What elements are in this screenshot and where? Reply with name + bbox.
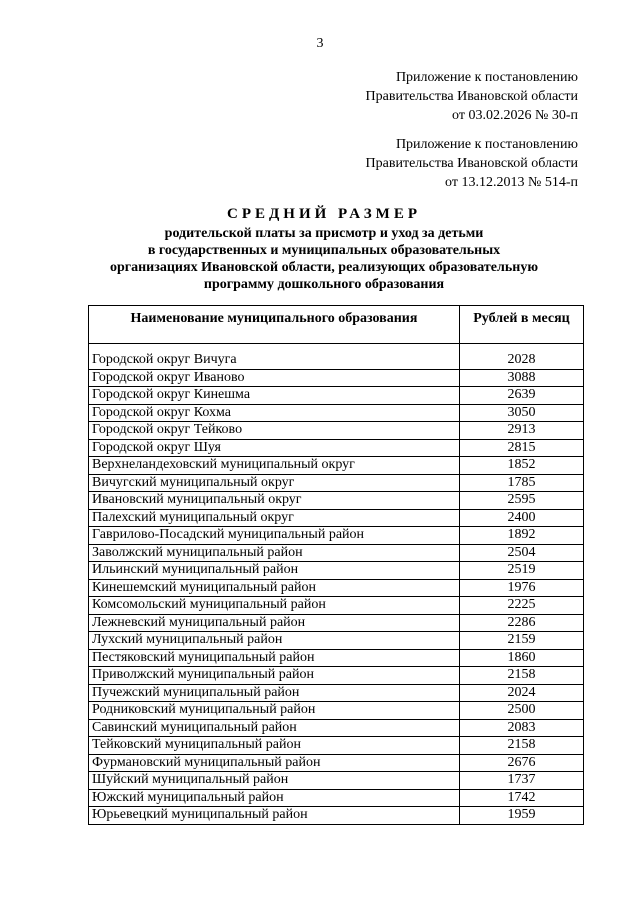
rubles-per-month-value: 2028 [460,352,584,369]
municipality-name: Родниковский муниципальный район [89,702,460,720]
approval-note-original [366,135,578,192]
table-row [89,387,584,405]
table-row [89,404,584,422]
municipality-name: Городской округ Кинешма [89,387,460,405]
table-row [89,579,584,597]
table-row [89,807,584,825]
table-body [89,344,584,825]
municipality-name: Лежневский муниципальный район [89,614,460,632]
table-row [89,422,584,440]
table-row [89,737,584,755]
table-row [89,439,584,457]
table-row [89,632,584,650]
municipality-name: Пестяковский муниципальный район [89,649,460,667]
table-row [89,702,584,720]
document-title [60,204,588,293]
rubles-per-month-value: 1742 [460,789,584,807]
table-row [89,492,584,510]
municipality-name: Шуйский муниципальный район [89,772,460,790]
table-row [89,562,584,580]
table-header-row [89,306,584,344]
title-main: СРЕДНИЙ РАЗМЕР [226,206,422,222]
rubles-per-month-value: 1976 [460,579,584,597]
table-row [89,527,584,545]
municipality-name: Ивановский муниципальный округ [89,492,460,510]
rubles-per-month-value: 1852 [460,457,584,475]
table-row [89,789,584,807]
rubles-per-month-value: 2639 [460,387,584,405]
page-number: 3 [316,36,324,51]
subtitle-line: организациях Ивановской области, реализующих образовательную [109,260,539,275]
table-row [89,614,584,632]
rubles-per-month-value: 2500 [460,702,584,720]
municipality-name: Савинский муниципальный район [89,719,460,737]
municipality-name: Гаврилово-Посадский муниципальный район [89,527,460,545]
table-row [89,597,584,615]
approval-line: Приложение к постановлению [395,70,578,85]
municipality-name: Городской округ Тейково [89,422,460,440]
rubles-per-month-value: 2504 [460,544,584,562]
municipality-name: Ильинский муниципальный район [89,562,460,580]
subtitle-line: родительской платы за присмотр и уход за детьми [164,226,484,241]
table-row [89,352,584,369]
approval-line: от 03.02.2026 № 30-п [452,108,578,123]
title-subtitle [60,225,588,293]
rates-table [88,305,584,825]
table-row [89,369,584,387]
table-row [89,509,584,527]
table-row [89,719,584,737]
municipality-name: Палехский муниципальный округ [89,509,460,527]
table-row [89,474,584,492]
municipality-name: Заволжский муниципальный район [89,544,460,562]
rubles-per-month-value: 2225 [460,597,584,615]
table-row [89,684,584,702]
approval-line: Правительства Ивановской области [365,156,578,171]
municipality-name: Городской округ Иваново [89,369,460,387]
table-row [89,772,584,790]
header-municipality: Наименование муниципального образования [89,306,460,344]
rubles-per-month-value: 1892 [460,527,584,545]
municipality-name: Лухский муниципальный район [89,632,460,650]
rubles-per-month-value: 2815 [460,439,584,457]
table-row [89,649,584,667]
rubles-per-month-value: 1737 [460,772,584,790]
rubles-per-month-value: 2158 [460,667,584,685]
municipality-name: Городской округ Кохма [89,404,460,422]
rubles-per-month-value: 2676 [460,754,584,772]
table-row [89,544,584,562]
rubles-per-month-value: 2400 [460,509,584,527]
rubles-per-month-value: 1785 [460,474,584,492]
rubles-per-month-value: 1860 [460,649,584,667]
subtitle-line: программу дошкольного образования [203,277,445,292]
rubles-per-month-value: 2595 [460,492,584,510]
table-row [89,457,584,475]
rubles-per-month-value: 2159 [460,632,584,650]
rubles-per-month-value: 2286 [460,614,584,632]
subtitle-line: в государственных и муниципальных образовательных [147,243,501,258]
header-rubles-per-month: Рублей в месяц [460,306,584,344]
municipality-name: Фурмановский муниципальный район [89,754,460,772]
table-row [89,754,584,772]
rubles-per-month-value: 2519 [460,562,584,580]
municipality-name: Комсомольский муниципальный район [89,597,460,615]
rubles-per-month-value: 3050 [460,404,584,422]
municipality-name: Пучежский муниципальный район [89,684,460,702]
municipality-name: Южский муниципальный район [89,789,460,807]
approval-note-current [366,68,578,125]
rubles-per-month-value: 2083 [460,719,584,737]
approval-line: Приложение к постановлению [395,137,578,152]
municipality-name: Городской округ Вичуга [89,352,460,369]
rubles-per-month-value: 2913 [460,422,584,440]
municipality-name: Городской округ Шуя [89,439,460,457]
municipality-name: Кинешемский муниципальный район [89,579,460,597]
table-spacer-row [89,344,584,353]
municipality-name: Приволжский муниципальный район [89,667,460,685]
table-row [89,667,584,685]
approval-line: Правительства Ивановской области [365,89,578,104]
approval-line: от 13.12.2013 № 514-п [445,175,578,190]
municipality-name: Верхнеландеховский муниципальный округ [89,457,460,475]
municipality-name: Юрьевецкий муниципальный район [89,807,460,825]
municipality-name: Тейковский муниципальный район [89,737,460,755]
rubles-per-month-value: 3088 [460,369,584,387]
rubles-per-month-value: 1959 [460,807,584,825]
municipality-name: Вичугский муниципальный округ [89,474,460,492]
rubles-per-month-value: 2024 [460,684,584,702]
rubles-per-month-value: 2158 [460,737,584,755]
